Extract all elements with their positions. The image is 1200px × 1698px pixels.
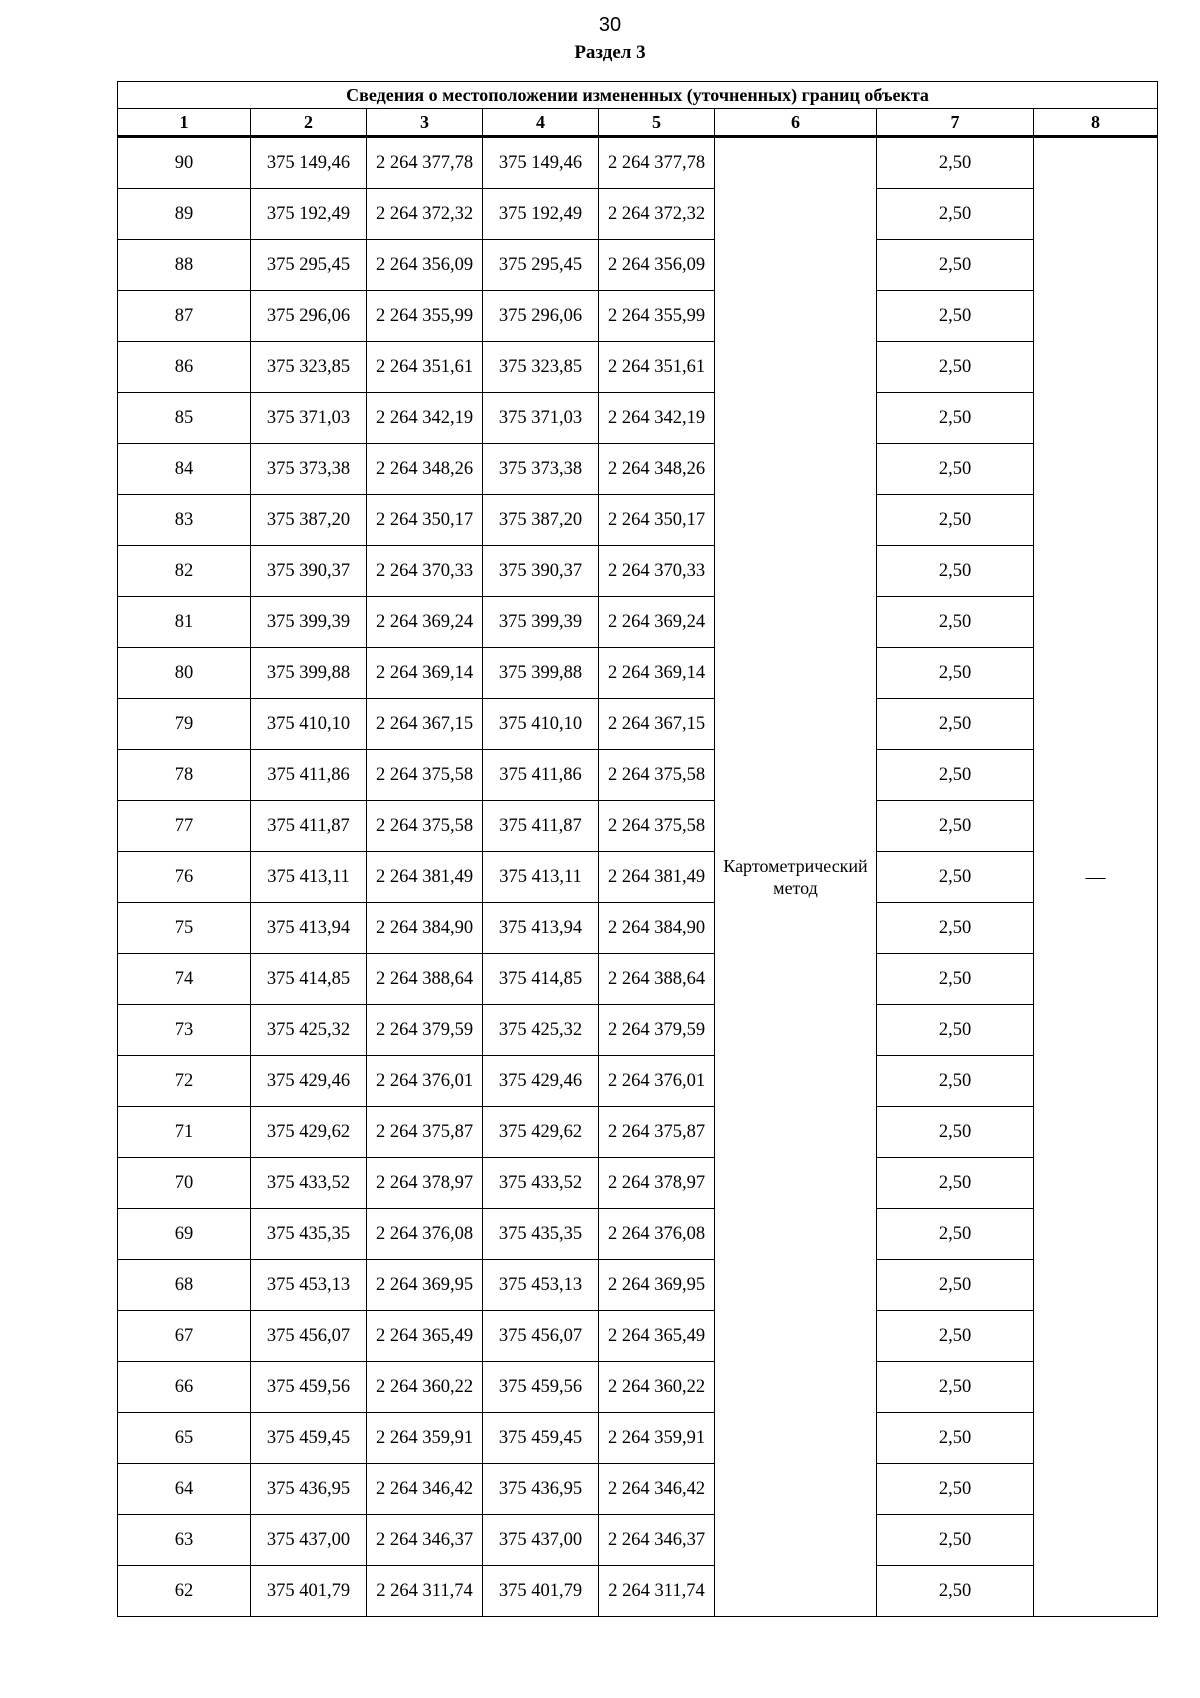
y-old-cell: 2 264 342,19 xyxy=(367,393,483,444)
x-new-cell: 375 459,45 xyxy=(483,1413,599,1464)
x-old-cell: 375 296,06 xyxy=(251,291,367,342)
column-header: 8 xyxy=(1034,109,1158,137)
y-old-cell: 2 264 384,90 xyxy=(367,903,483,954)
x-new-cell: 375 413,11 xyxy=(483,852,599,903)
x-old-cell: 375 429,46 xyxy=(251,1056,367,1107)
point-number-cell: 73 xyxy=(118,1005,251,1056)
y-old-cell: 2 264 348,26 xyxy=(367,444,483,495)
y-new-cell: 2 264 351,61 xyxy=(599,342,715,393)
table-row xyxy=(118,1311,1158,1362)
x-old-cell: 375 373,38 xyxy=(251,444,367,495)
x-old-cell: 375 399,88 xyxy=(251,648,367,699)
y-new-cell: 2 264 376,01 xyxy=(599,1056,715,1107)
x-new-cell: 375 323,85 xyxy=(483,342,599,393)
point-number-cell: 67 xyxy=(118,1311,251,1362)
x-new-cell: 375 456,07 xyxy=(483,1311,599,1362)
column-header: 7 xyxy=(877,109,1034,137)
table-row xyxy=(118,954,1158,1005)
y-old-cell: 2 264 370,33 xyxy=(367,546,483,597)
y-new-cell: 2 264 369,14 xyxy=(599,648,715,699)
y-old-cell: 2 264 369,24 xyxy=(367,597,483,648)
x-new-cell: 375 429,62 xyxy=(483,1107,599,1158)
x-old-cell: 375 435,35 xyxy=(251,1209,367,1260)
table-row xyxy=(118,699,1158,750)
x-old-cell: 375 425,32 xyxy=(251,1005,367,1056)
y-new-cell: 2 264 378,97 xyxy=(599,1158,715,1209)
x-new-cell: 375 414,85 xyxy=(483,954,599,1005)
table-row xyxy=(118,1158,1158,1209)
point-number-cell: 64 xyxy=(118,1464,251,1515)
y-new-cell: 2 264 372,32 xyxy=(599,189,715,240)
point-number-cell: 70 xyxy=(118,1158,251,1209)
y-old-cell: 2 264 381,49 xyxy=(367,852,483,903)
table-row xyxy=(118,444,1158,495)
precision-cell: 2,50 xyxy=(877,393,1034,444)
point-number-cell: 63 xyxy=(118,1515,251,1566)
point-number-cell: 79 xyxy=(118,699,251,750)
point-number-cell: 66 xyxy=(118,1362,251,1413)
y-old-cell: 2 264 311,74 xyxy=(367,1566,483,1617)
x-old-cell: 375 371,03 xyxy=(251,393,367,444)
precision-cell: 2,50 xyxy=(877,1362,1034,1413)
y-old-cell: 2 264 375,87 xyxy=(367,1107,483,1158)
y-new-cell: 2 264 346,37 xyxy=(599,1515,715,1566)
x-new-cell: 375 453,13 xyxy=(483,1260,599,1311)
page-number: 30 xyxy=(598,14,622,36)
y-old-cell: 2 264 359,91 xyxy=(367,1413,483,1464)
precision-cell: 2,50 xyxy=(877,1209,1034,1260)
y-old-cell: 2 264 379,59 xyxy=(367,1005,483,1056)
point-number-cell: 87 xyxy=(118,291,251,342)
precision-cell: 2,50 xyxy=(877,903,1034,954)
precision-cell: 2,50 xyxy=(877,801,1034,852)
table-row xyxy=(118,1362,1158,1413)
table-row xyxy=(118,1209,1158,1260)
point-number-cell: 89 xyxy=(118,189,251,240)
x-new-cell: 375 413,94 xyxy=(483,903,599,954)
table-row xyxy=(118,393,1158,444)
x-new-cell: 375 387,20 xyxy=(483,495,599,546)
x-old-cell: 375 414,85 xyxy=(251,954,367,1005)
table-row xyxy=(118,495,1158,546)
x-old-cell: 375 399,39 xyxy=(251,597,367,648)
x-old-cell: 375 433,52 xyxy=(251,1158,367,1209)
y-new-cell: 2 264 360,22 xyxy=(599,1362,715,1413)
x-old-cell: 375 411,86 xyxy=(251,750,367,801)
point-number-cell: 88 xyxy=(118,240,251,291)
x-old-cell: 375 390,37 xyxy=(251,546,367,597)
x-old-cell: 375 429,62 xyxy=(251,1107,367,1158)
table-row xyxy=(118,903,1158,954)
y-new-cell: 2 264 376,08 xyxy=(599,1209,715,1260)
y-new-cell: 2 264 388,64 xyxy=(599,954,715,1005)
point-number-cell: 86 xyxy=(118,342,251,393)
x-new-cell: 375 296,06 xyxy=(483,291,599,342)
x-new-cell: 375 435,35 xyxy=(483,1209,599,1260)
x-old-cell: 375 459,45 xyxy=(251,1413,367,1464)
precision-cell: 2,50 xyxy=(877,597,1034,648)
column-header: 1 xyxy=(118,109,251,137)
table-row xyxy=(118,137,1158,189)
y-old-cell: 2 264 356,09 xyxy=(367,240,483,291)
y-new-cell: 2 264 369,95 xyxy=(599,1260,715,1311)
column-header: 5 xyxy=(599,109,715,137)
table-row xyxy=(118,1464,1158,1515)
x-old-cell: 375 323,85 xyxy=(251,342,367,393)
point-number-cell: 81 xyxy=(118,597,251,648)
y-new-cell: 2 264 369,24 xyxy=(599,597,715,648)
point-number-cell: 65 xyxy=(118,1413,251,1464)
x-new-cell: 375 410,10 xyxy=(483,699,599,750)
x-new-cell: 375 371,03 xyxy=(483,393,599,444)
y-old-cell: 2 264 346,42 xyxy=(367,1464,483,1515)
y-old-cell: 2 264 365,49 xyxy=(367,1311,483,1362)
precision-cell: 2,50 xyxy=(877,1107,1034,1158)
precision-cell: 2,50 xyxy=(877,1413,1034,1464)
column-header-row xyxy=(118,109,1158,137)
table-row xyxy=(118,1413,1158,1464)
precision-cell: 2,50 xyxy=(877,291,1034,342)
point-number-cell: 76 xyxy=(118,852,251,903)
table-row xyxy=(118,342,1158,393)
precision-cell: 2,50 xyxy=(877,750,1034,801)
y-new-cell: 2 264 377,78 xyxy=(599,137,715,189)
y-new-cell: 2 264 350,17 xyxy=(599,495,715,546)
table-row xyxy=(118,1515,1158,1566)
y-new-cell: 2 264 367,15 xyxy=(599,699,715,750)
y-old-cell: 2 264 346,37 xyxy=(367,1515,483,1566)
y-old-cell: 2 264 376,08 xyxy=(367,1209,483,1260)
method-cell: Картометрический метод xyxy=(715,137,877,1617)
x-old-cell: 375 459,56 xyxy=(251,1362,367,1413)
x-old-cell: 375 453,13 xyxy=(251,1260,367,1311)
point-number-cell: 77 xyxy=(118,801,251,852)
point-number-cell: 68 xyxy=(118,1260,251,1311)
point-number-cell: 78 xyxy=(118,750,251,801)
point-number-cell: 82 xyxy=(118,546,251,597)
y-old-cell: 2 264 372,32 xyxy=(367,189,483,240)
point-number-cell: 80 xyxy=(118,648,251,699)
precision-cell: 2,50 xyxy=(877,240,1034,291)
x-old-cell: 375 413,94 xyxy=(251,903,367,954)
point-number-cell: 74 xyxy=(118,954,251,1005)
y-new-cell: 2 264 346,42 xyxy=(599,1464,715,1515)
table-row xyxy=(118,852,1158,903)
precision-cell: 2,50 xyxy=(877,648,1034,699)
y-new-cell: 2 264 375,58 xyxy=(599,801,715,852)
x-old-cell: 375 413,11 xyxy=(251,852,367,903)
x-new-cell: 375 192,49 xyxy=(483,189,599,240)
y-new-cell: 2 264 384,90 xyxy=(599,903,715,954)
y-old-cell: 2 264 375,58 xyxy=(367,801,483,852)
point-number-cell: 72 xyxy=(118,1056,251,1107)
x-new-cell: 375 399,39 xyxy=(483,597,599,648)
precision-cell: 2,50 xyxy=(877,137,1034,189)
x-new-cell: 375 149,46 xyxy=(483,137,599,189)
point-number-cell: 83 xyxy=(118,495,251,546)
table-row xyxy=(118,1005,1158,1056)
y-new-cell: 2 264 381,49 xyxy=(599,852,715,903)
table-row xyxy=(118,1566,1158,1617)
y-old-cell: 2 264 369,14 xyxy=(367,648,483,699)
y-new-cell: 2 264 342,19 xyxy=(599,393,715,444)
x-old-cell: 375 436,95 xyxy=(251,1464,367,1515)
precision-cell: 2,50 xyxy=(877,1260,1034,1311)
precision-cell: 2,50 xyxy=(877,1158,1034,1209)
x-old-cell: 375 149,46 xyxy=(251,137,367,189)
precision-cell: 2,50 xyxy=(877,1311,1034,1362)
precision-cell: 2,50 xyxy=(877,495,1034,546)
x-new-cell: 375 373,38 xyxy=(483,444,599,495)
coordinates-table xyxy=(117,81,1158,1617)
precision-cell: 2,50 xyxy=(877,699,1034,750)
y-new-cell: 2 264 356,09 xyxy=(599,240,715,291)
precision-cell: 2,50 xyxy=(877,444,1034,495)
column-header: 2 xyxy=(251,109,367,137)
table-row xyxy=(118,189,1158,240)
table-row xyxy=(118,750,1158,801)
y-new-cell: 2 264 379,59 xyxy=(599,1005,715,1056)
precision-cell: 2,50 xyxy=(877,852,1034,903)
precision-cell: 2,50 xyxy=(877,342,1034,393)
y-new-cell: 2 264 348,26 xyxy=(599,444,715,495)
y-old-cell: 2 264 377,78 xyxy=(367,137,483,189)
point-number-cell: 84 xyxy=(118,444,251,495)
point-number-cell: 62 xyxy=(118,1566,251,1617)
x-new-cell: 375 399,88 xyxy=(483,648,599,699)
table-row xyxy=(118,1107,1158,1158)
x-new-cell: 375 425,32 xyxy=(483,1005,599,1056)
y-new-cell: 2 264 311,74 xyxy=(599,1566,715,1617)
precision-cell: 2,50 xyxy=(877,954,1034,1005)
table-row xyxy=(118,546,1158,597)
y-old-cell: 2 264 350,17 xyxy=(367,495,483,546)
x-new-cell: 375 390,37 xyxy=(483,546,599,597)
x-old-cell: 375 295,45 xyxy=(251,240,367,291)
column-header: 3 xyxy=(367,109,483,137)
y-new-cell: 2 264 370,33 xyxy=(599,546,715,597)
x-old-cell: 375 401,79 xyxy=(251,1566,367,1617)
table-row xyxy=(118,597,1158,648)
x-new-cell: 375 295,45 xyxy=(483,240,599,291)
table-row xyxy=(118,801,1158,852)
y-old-cell: 2 264 360,22 xyxy=(367,1362,483,1413)
precision-cell: 2,50 xyxy=(877,1464,1034,1515)
y-old-cell: 2 264 355,99 xyxy=(367,291,483,342)
x-new-cell: 375 411,87 xyxy=(483,801,599,852)
section-title: Раздел 3 xyxy=(574,42,646,63)
y-old-cell: 2 264 376,01 xyxy=(367,1056,483,1107)
y-new-cell: 2 264 375,87 xyxy=(599,1107,715,1158)
y-new-cell: 2 264 359,91 xyxy=(599,1413,715,1464)
x-old-cell: 375 410,10 xyxy=(251,699,367,750)
y-new-cell: 2 264 355,99 xyxy=(599,291,715,342)
x-new-cell: 375 411,86 xyxy=(483,750,599,801)
table-row xyxy=(118,1056,1158,1107)
x-old-cell: 375 411,87 xyxy=(251,801,367,852)
precision-cell: 2,50 xyxy=(877,1515,1034,1566)
y-old-cell: 2 264 375,58 xyxy=(367,750,483,801)
y-old-cell: 2 264 351,61 xyxy=(367,342,483,393)
point-number-cell: 90 xyxy=(118,137,251,189)
x-new-cell: 375 401,79 xyxy=(483,1566,599,1617)
y-old-cell: 2 264 369,95 xyxy=(367,1260,483,1311)
x-old-cell: 375 437,00 xyxy=(251,1515,367,1566)
x-new-cell: 375 437,00 xyxy=(483,1515,599,1566)
column-header: 4 xyxy=(483,109,599,137)
precision-cell: 2,50 xyxy=(877,1056,1034,1107)
precision-cell: 2,50 xyxy=(877,189,1034,240)
table-caption: Сведения о местоположении измененных (уточненных) границ объекта xyxy=(118,82,1158,109)
x-new-cell: 375 459,56 xyxy=(483,1362,599,1413)
x-new-cell: 375 436,95 xyxy=(483,1464,599,1515)
table-body xyxy=(118,137,1158,1617)
table-row xyxy=(118,648,1158,699)
y-old-cell: 2 264 378,97 xyxy=(367,1158,483,1209)
y-old-cell: 2 264 388,64 xyxy=(367,954,483,1005)
point-number-cell: 69 xyxy=(118,1209,251,1260)
x-old-cell: 375 456,07 xyxy=(251,1311,367,1362)
precision-cell: 2,50 xyxy=(877,546,1034,597)
point-number-cell: 85 xyxy=(118,393,251,444)
point-number-cell: 71 xyxy=(118,1107,251,1158)
y-new-cell: 2 264 365,49 xyxy=(599,1311,715,1362)
table-row xyxy=(118,1260,1158,1311)
y-new-cell: 2 264 375,58 xyxy=(599,750,715,801)
precision-cell: 2,50 xyxy=(877,1005,1034,1056)
point-number-cell: 75 xyxy=(118,903,251,954)
precision-cell: 2,50 xyxy=(877,1566,1034,1617)
table-row xyxy=(118,240,1158,291)
x-old-cell: 375 387,20 xyxy=(251,495,367,546)
column-header: 6 xyxy=(715,109,877,137)
table-row xyxy=(118,291,1158,342)
y-old-cell: 2 264 367,15 xyxy=(367,699,483,750)
x-old-cell: 375 192,49 xyxy=(251,189,367,240)
column-8-cell: — xyxy=(1034,137,1158,1617)
x-new-cell: 375 433,52 xyxy=(483,1158,599,1209)
x-new-cell: 375 429,46 xyxy=(483,1056,599,1107)
